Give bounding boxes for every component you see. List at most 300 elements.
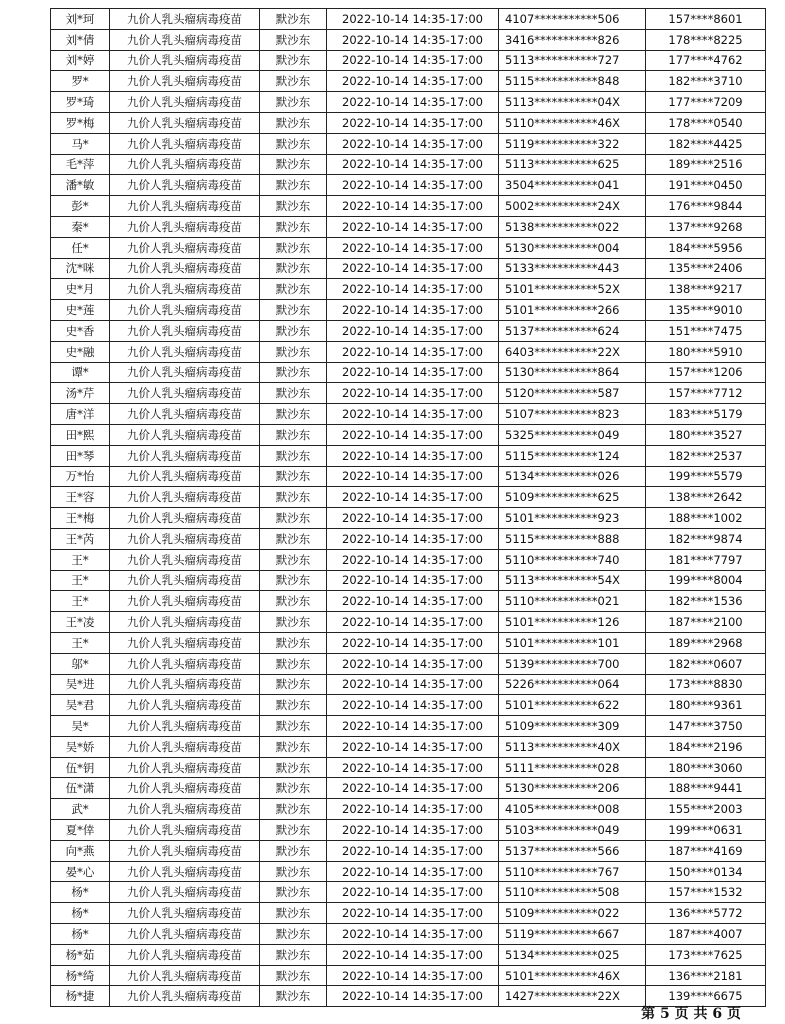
- phone-cell: 183****5179: [646, 404, 766, 425]
- name-cell: 吴*进: [51, 674, 110, 695]
- name-cell: 王*: [51, 632, 110, 653]
- manufacturer-cell: 默沙东: [260, 9, 327, 30]
- table-row: [51, 92, 766, 113]
- phone-cell: 180****3527: [646, 424, 766, 445]
- phone-cell: 180****5910: [646, 341, 766, 362]
- vaccine-cell: 九价人乳头瘤病毒疫苗: [110, 591, 260, 612]
- vaccine-cell: 九价人乳头瘤病毒疫苗: [110, 799, 260, 820]
- table-row: [51, 528, 766, 549]
- id-number-cell: 5002***********24X: [499, 196, 646, 217]
- name-cell: 任*: [51, 237, 110, 258]
- appointment-time-cell: 2022-10-14 14:35-17:00: [327, 29, 499, 50]
- vaccine-cell: 九价人乳头瘤病毒疫苗: [110, 341, 260, 362]
- phone-cell: 180****9361: [646, 695, 766, 716]
- id-number-cell: 5109***********625: [499, 487, 646, 508]
- table-row: [51, 320, 766, 341]
- id-number-cell: 5130***********206: [499, 778, 646, 799]
- table-row: [51, 653, 766, 674]
- name-cell: 王*梅: [51, 508, 110, 529]
- appointment-time-cell: 2022-10-14 14:35-17:00: [327, 591, 499, 612]
- vaccine-cell: 九价人乳头瘤病毒疫苗: [110, 300, 260, 321]
- vaccine-cell: 九价人乳头瘤病毒疫苗: [110, 424, 260, 445]
- manufacturer-cell: 默沙东: [260, 487, 327, 508]
- table-row: [51, 175, 766, 196]
- manufacturer-cell: 默沙东: [260, 570, 327, 591]
- id-number-cell: 5109***********022: [499, 903, 646, 924]
- id-number-cell: 5113***********54X: [499, 570, 646, 591]
- id-number-cell: 4105***********008: [499, 799, 646, 820]
- id-number-cell: 5110***********508: [499, 882, 646, 903]
- id-number-cell: 4107***********506: [499, 9, 646, 30]
- vaccine-cell: 九价人乳头瘤病毒疫苗: [110, 903, 260, 924]
- id-number-cell: 5110***********021: [499, 591, 646, 612]
- appointment-time-cell: 2022-10-14 14:35-17:00: [327, 528, 499, 549]
- vaccine-cell: 九价人乳头瘤病毒疫苗: [110, 362, 260, 383]
- vaccine-cell: 九价人乳头瘤病毒疫苗: [110, 112, 260, 133]
- appointment-time-cell: 2022-10-14 14:35-17:00: [327, 92, 499, 113]
- name-cell: 刘*珂: [51, 9, 110, 30]
- name-cell: 向*燕: [51, 840, 110, 861]
- id-number-cell: 5138***********022: [499, 216, 646, 237]
- manufacturer-cell: 默沙东: [260, 924, 327, 945]
- name-cell: 吴*: [51, 716, 110, 737]
- manufacturer-cell: 默沙东: [260, 612, 327, 633]
- vaccine-cell: 九价人乳头瘤病毒疫苗: [110, 674, 260, 695]
- vaccine-cell: 九价人乳头瘤病毒疫苗: [110, 320, 260, 341]
- manufacturer-cell: 默沙东: [260, 320, 327, 341]
- name-cell: 罗*梅: [51, 112, 110, 133]
- id-number-cell: 5226***********064: [499, 674, 646, 695]
- vaccine-cell: 九价人乳头瘤病毒疫苗: [110, 279, 260, 300]
- manufacturer-cell: 默沙东: [260, 549, 327, 570]
- id-number-cell: 5139***********700: [499, 653, 646, 674]
- table-row: [51, 300, 766, 321]
- id-number-cell: 5107***********823: [499, 404, 646, 425]
- manufacturer-cell: 默沙东: [260, 903, 327, 924]
- vaccine-cell: 九价人乳头瘤病毒疫苗: [110, 175, 260, 196]
- phone-cell: 182****2537: [646, 445, 766, 466]
- table-row: [51, 820, 766, 841]
- name-cell: 谭*: [51, 362, 110, 383]
- name-cell: 马*: [51, 133, 110, 154]
- table-row: [51, 71, 766, 92]
- phone-cell: 151****7475: [646, 320, 766, 341]
- id-number-cell: 5130***********004: [499, 237, 646, 258]
- vaccine-cell: 九价人乳头瘤病毒疫苗: [110, 965, 260, 986]
- vaccine-cell: 九价人乳头瘤病毒疫苗: [110, 716, 260, 737]
- vaccine-cell: 九价人乳头瘤病毒疫苗: [110, 778, 260, 799]
- appointment-time-cell: 2022-10-14 14:35-17:00: [327, 424, 499, 445]
- manufacturer-cell: 默沙东: [260, 799, 327, 820]
- vaccine-cell: 九价人乳头瘤病毒疫苗: [110, 840, 260, 861]
- phone-cell: 182****4425: [646, 133, 766, 154]
- name-cell: 邬*: [51, 653, 110, 674]
- table-row: [51, 861, 766, 882]
- id-number-cell: 5134***********025: [499, 944, 646, 965]
- table-row: [51, 29, 766, 50]
- table-row: [51, 965, 766, 986]
- appointment-time-cell: 2022-10-14 14:35-17:00: [327, 508, 499, 529]
- manufacturer-cell: 默沙东: [260, 653, 327, 674]
- appointment-time-cell: 2022-10-14 14:35-17:00: [327, 50, 499, 71]
- table-row: [51, 154, 766, 175]
- appointment-time-cell: 2022-10-14 14:35-17:00: [327, 279, 499, 300]
- id-number-cell: 6403***********22X: [499, 341, 646, 362]
- id-number-cell: 5134***********026: [499, 466, 646, 487]
- manufacturer-cell: 默沙东: [260, 986, 327, 1007]
- appointment-time-cell: 2022-10-14 14:35-17:00: [327, 71, 499, 92]
- table-row: [51, 695, 766, 716]
- manufacturer-cell: 默沙东: [260, 695, 327, 716]
- vaccine-cell: 九价人乳头瘤病毒疫苗: [110, 528, 260, 549]
- appointment-time-cell: 2022-10-14 14:35-17:00: [327, 570, 499, 591]
- vaccine-cell: 九价人乳头瘤病毒疫苗: [110, 508, 260, 529]
- table-row: [51, 924, 766, 945]
- id-number-cell: 5101***********923: [499, 508, 646, 529]
- vaccine-cell: 九价人乳头瘤病毒疫苗: [110, 986, 260, 1007]
- appointment-time-cell: 2022-10-14 14:35-17:00: [327, 445, 499, 466]
- phone-cell: 187****2100: [646, 612, 766, 633]
- appointment-time-cell: 2022-10-14 14:35-17:00: [327, 653, 499, 674]
- table-row: [51, 549, 766, 570]
- vaccine-cell: 九价人乳头瘤病毒疫苗: [110, 154, 260, 175]
- appointment-time-cell: 2022-10-14 14:35-17:00: [327, 466, 499, 487]
- id-number-cell: 5111***********028: [499, 757, 646, 778]
- manufacturer-cell: 默沙东: [260, 820, 327, 841]
- table-row: [51, 591, 766, 612]
- appointment-time-cell: 2022-10-14 14:35-17:00: [327, 674, 499, 695]
- vaccine-cell: 九价人乳头瘤病毒疫苗: [110, 9, 260, 30]
- manufacturer-cell: 默沙东: [260, 341, 327, 362]
- appointment-time-cell: 2022-10-14 14:35-17:00: [327, 549, 499, 570]
- appointment-time-cell: 2022-10-14 14:35-17:00: [327, 341, 499, 362]
- appointment-time-cell: 2022-10-14 14:35-17:00: [327, 487, 499, 508]
- phone-cell: 136****2181: [646, 965, 766, 986]
- vaccine-cell: 九价人乳头瘤病毒疫苗: [110, 757, 260, 778]
- table-row: [51, 612, 766, 633]
- id-number-cell: 5137***********624: [499, 320, 646, 341]
- appointment-time-cell: 2022-10-14 14:35-17:00: [327, 300, 499, 321]
- table-row: [51, 632, 766, 653]
- manufacturer-cell: 默沙东: [260, 778, 327, 799]
- appointment-time-cell: 2022-10-14 14:35-17:00: [327, 404, 499, 425]
- vaccine-cell: 九价人乳头瘤病毒疫苗: [110, 820, 260, 841]
- phone-cell: 155****2003: [646, 799, 766, 820]
- appointment-time-cell: 2022-10-14 14:35-17:00: [327, 362, 499, 383]
- name-cell: 史*莲: [51, 300, 110, 321]
- appointment-time-cell: 2022-10-14 14:35-17:00: [327, 903, 499, 924]
- id-number-cell: 5101***********46X: [499, 965, 646, 986]
- manufacturer-cell: 默沙东: [260, 508, 327, 529]
- table-row: [51, 716, 766, 737]
- phone-cell: 150****0134: [646, 861, 766, 882]
- table-row: [51, 736, 766, 757]
- appointment-time-cell: 2022-10-14 14:35-17:00: [327, 112, 499, 133]
- appointment-time-cell: 2022-10-14 14:35-17:00: [327, 757, 499, 778]
- id-number-cell: 5137***********566: [499, 840, 646, 861]
- manufacturer-cell: 默沙东: [260, 466, 327, 487]
- phone-cell: 180****3060: [646, 757, 766, 778]
- name-cell: 王*: [51, 549, 110, 570]
- table-row: [51, 757, 766, 778]
- table-row: [51, 237, 766, 258]
- vaccine-cell: 九价人乳头瘤病毒疫苗: [110, 383, 260, 404]
- id-number-cell: 5115***********888: [499, 528, 646, 549]
- name-cell: 万*怡: [51, 466, 110, 487]
- manufacturer-cell: 默沙东: [260, 632, 327, 653]
- name-cell: 杨*茹: [51, 944, 110, 965]
- vaccine-cell: 九价人乳头瘤病毒疫苗: [110, 570, 260, 591]
- phone-cell: 173****7625: [646, 944, 766, 965]
- appointment-time-cell: 2022-10-14 14:35-17:00: [327, 799, 499, 820]
- appointment-time-cell: 2022-10-14 14:35-17:00: [327, 133, 499, 154]
- vaccine-cell: 九价人乳头瘤病毒疫苗: [110, 216, 260, 237]
- appointment-time-cell: 2022-10-14 14:35-17:00: [327, 9, 499, 30]
- name-cell: 汤*芹: [51, 383, 110, 404]
- vaccine-cell: 九价人乳头瘤病毒疫苗: [110, 924, 260, 945]
- name-cell: 晏*心: [51, 861, 110, 882]
- name-cell: 刘*婷: [51, 50, 110, 71]
- appointment-time-cell: 2022-10-14 14:35-17:00: [327, 820, 499, 841]
- id-number-cell: 5115***********848: [499, 71, 646, 92]
- phone-cell: 182****9874: [646, 528, 766, 549]
- vaccine-cell: 九价人乳头瘤病毒疫苗: [110, 466, 260, 487]
- manufacturer-cell: 默沙东: [260, 50, 327, 71]
- vaccine-cell: 九价人乳头瘤病毒疫苗: [110, 549, 260, 570]
- vaccine-cell: 九价人乳头瘤病毒疫苗: [110, 695, 260, 716]
- appointment-time-cell: 2022-10-14 14:35-17:00: [327, 944, 499, 965]
- vaccine-cell: 九价人乳头瘤病毒疫苗: [110, 445, 260, 466]
- manufacturer-cell: 默沙东: [260, 757, 327, 778]
- id-number-cell: 5110***********740: [499, 549, 646, 570]
- name-cell: 毛*萍: [51, 154, 110, 175]
- phone-cell: 199****0631: [646, 820, 766, 841]
- appointment-time-cell: 2022-10-14 14:35-17:00: [327, 383, 499, 404]
- id-number-cell: 5133***********443: [499, 258, 646, 279]
- table-row: [51, 279, 766, 300]
- manufacturer-cell: 默沙东: [260, 133, 327, 154]
- name-cell: 武*: [51, 799, 110, 820]
- name-cell: 史*融: [51, 341, 110, 362]
- phone-cell: 191****0450: [646, 175, 766, 196]
- appointment-time-cell: 2022-10-14 14:35-17:00: [327, 154, 499, 175]
- phone-cell: 173****8830: [646, 674, 766, 695]
- id-number-cell: 5103***********049: [499, 820, 646, 841]
- manufacturer-cell: 默沙东: [260, 300, 327, 321]
- name-cell: 杨*: [51, 903, 110, 924]
- manufacturer-cell: 默沙东: [260, 882, 327, 903]
- vaccine-cell: 九价人乳头瘤病毒疫苗: [110, 133, 260, 154]
- phone-cell: 189****2516: [646, 154, 766, 175]
- phone-cell: 157****7712: [646, 383, 766, 404]
- manufacturer-cell: 默沙东: [260, 92, 327, 113]
- name-cell: 夏*倖: [51, 820, 110, 841]
- name-cell: 潘*敏: [51, 175, 110, 196]
- name-cell: 刘*倩: [51, 29, 110, 50]
- table-row: [51, 799, 766, 820]
- id-number-cell: 5101***********101: [499, 632, 646, 653]
- appointment-time-cell: 2022-10-14 14:35-17:00: [327, 840, 499, 861]
- phone-cell: 147****3750: [646, 716, 766, 737]
- table-row: [51, 216, 766, 237]
- manufacturer-cell: 默沙东: [260, 840, 327, 861]
- manufacturer-cell: 默沙东: [260, 861, 327, 882]
- vaccine-cell: 九价人乳头瘤病毒疫苗: [110, 29, 260, 50]
- phone-cell: 176****9844: [646, 196, 766, 217]
- vaccine-cell: 九价人乳头瘤病毒疫苗: [110, 258, 260, 279]
- id-number-cell: 5113***********40X: [499, 736, 646, 757]
- name-cell: 杨*绮: [51, 965, 110, 986]
- page-number: 第 5 页 共 6 页: [641, 1006, 741, 1022]
- vaccine-cell: 九价人乳头瘤病毒疫苗: [110, 404, 260, 425]
- phone-cell: 184****2196: [646, 736, 766, 757]
- phone-cell: 157****1532: [646, 882, 766, 903]
- vaccine-cell: 九价人乳头瘤病毒疫苗: [110, 487, 260, 508]
- vaccine-cell: 九价人乳头瘤病毒疫苗: [110, 632, 260, 653]
- vaccine-cell: 九价人乳头瘤病毒疫苗: [110, 92, 260, 113]
- manufacturer-cell: 默沙东: [260, 154, 327, 175]
- phone-cell: 187****4007: [646, 924, 766, 945]
- appointment-time-cell: 2022-10-14 14:35-17:00: [327, 861, 499, 882]
- manufacturer-cell: 默沙东: [260, 716, 327, 737]
- manufacturer-cell: 默沙东: [260, 965, 327, 986]
- name-cell: 杨*: [51, 924, 110, 945]
- name-cell: 杨*: [51, 882, 110, 903]
- phone-cell: 157****8601: [646, 9, 766, 30]
- appointment-time-cell: 2022-10-14 14:35-17:00: [327, 216, 499, 237]
- table-row: [51, 404, 766, 425]
- manufacturer-cell: 默沙东: [260, 736, 327, 757]
- name-cell: 罗*琦: [51, 92, 110, 113]
- phone-cell: 187****4169: [646, 840, 766, 861]
- name-cell: 唐*洋: [51, 404, 110, 425]
- manufacturer-cell: 默沙东: [260, 216, 327, 237]
- table-row: [51, 341, 766, 362]
- vaccine-cell: 九价人乳头瘤病毒疫苗: [110, 944, 260, 965]
- phone-cell: 138****9217: [646, 279, 766, 300]
- id-number-cell: 5101***********126: [499, 612, 646, 633]
- appointment-time-cell: 2022-10-14 14:35-17:00: [327, 632, 499, 653]
- appointment-time-cell: 2022-10-14 14:35-17:00: [327, 196, 499, 217]
- appointment-time-cell: 2022-10-14 14:35-17:00: [327, 695, 499, 716]
- phone-cell: 181****7797: [646, 549, 766, 570]
- id-number-cell: 3416***********826: [499, 29, 646, 50]
- appointment-time-cell: 2022-10-14 14:35-17:00: [327, 716, 499, 737]
- manufacturer-cell: 默沙东: [260, 237, 327, 258]
- id-number-cell: 5115***********124: [499, 445, 646, 466]
- phone-cell: 182****3710: [646, 71, 766, 92]
- id-number-cell: 5113***********625: [499, 154, 646, 175]
- id-number-cell: 5119***********322: [499, 133, 646, 154]
- manufacturer-cell: 默沙东: [260, 944, 327, 965]
- phone-cell: 177****4762: [646, 50, 766, 71]
- manufacturer-cell: 默沙东: [260, 383, 327, 404]
- name-cell: 吴*君: [51, 695, 110, 716]
- manufacturer-cell: 默沙东: [260, 674, 327, 695]
- appointment-time-cell: 2022-10-14 14:35-17:00: [327, 924, 499, 945]
- phone-cell: 157****1206: [646, 362, 766, 383]
- appointment-time-cell: 2022-10-14 14:35-17:00: [327, 237, 499, 258]
- table-row: [51, 840, 766, 861]
- manufacturer-cell: 默沙东: [260, 29, 327, 50]
- table-row: [51, 258, 766, 279]
- table-row: [51, 903, 766, 924]
- manufacturer-cell: 默沙东: [260, 424, 327, 445]
- table-row: [51, 778, 766, 799]
- table-row: [51, 383, 766, 404]
- table-row: [51, 487, 766, 508]
- phone-cell: 188****9441: [646, 778, 766, 799]
- id-number-cell: 5119***********667: [499, 924, 646, 945]
- table-row: [51, 944, 766, 965]
- vaccine-cell: 九价人乳头瘤病毒疫苗: [110, 736, 260, 757]
- phone-cell: 199****8004: [646, 570, 766, 591]
- name-cell: 杨*捷: [51, 986, 110, 1007]
- table-row: [51, 445, 766, 466]
- id-number-cell: 5130***********864: [499, 362, 646, 383]
- vaccine-cell: 九价人乳头瘤病毒疫苗: [110, 612, 260, 633]
- vaccine-cell: 九价人乳头瘤病毒疫苗: [110, 861, 260, 882]
- vaccine-cell: 九价人乳头瘤病毒疫苗: [110, 196, 260, 217]
- id-number-cell: 5101***********622: [499, 695, 646, 716]
- phone-cell: 182****1536: [646, 591, 766, 612]
- appointment-time-cell: 2022-10-14 14:35-17:00: [327, 986, 499, 1007]
- name-cell: 王*凌: [51, 612, 110, 633]
- table-row: [51, 50, 766, 71]
- id-number-cell: 3504***********041: [499, 175, 646, 196]
- name-cell: 王*芮: [51, 528, 110, 549]
- manufacturer-cell: 默沙东: [260, 445, 327, 466]
- appointment-table-body: [51, 9, 766, 1007]
- id-number-cell: 5120***********587: [499, 383, 646, 404]
- id-number-cell: 5113***********04X: [499, 92, 646, 113]
- id-number-cell: 5101***********52X: [499, 279, 646, 300]
- table-row: [51, 9, 766, 30]
- phone-cell: 137****9268: [646, 216, 766, 237]
- table-row: [51, 882, 766, 903]
- appointment-time-cell: 2022-10-14 14:35-17:00: [327, 882, 499, 903]
- vaccine-cell: 九价人乳头瘤病毒疫苗: [110, 71, 260, 92]
- phone-cell: 188****1002: [646, 508, 766, 529]
- phone-cell: 139****6675: [646, 986, 766, 1007]
- manufacturer-cell: 默沙东: [260, 528, 327, 549]
- name-cell: 罗*: [51, 71, 110, 92]
- appointment-time-cell: 2022-10-14 14:35-17:00: [327, 612, 499, 633]
- table-row: [51, 570, 766, 591]
- manufacturer-cell: 默沙东: [260, 71, 327, 92]
- name-cell: 秦*: [51, 216, 110, 237]
- id-number-cell: 5110***********46X: [499, 112, 646, 133]
- appointment-time-cell: 2022-10-14 14:35-17:00: [327, 736, 499, 757]
- phone-cell: 189****2968: [646, 632, 766, 653]
- appointment-time-cell: 2022-10-14 14:35-17:00: [327, 320, 499, 341]
- manufacturer-cell: 默沙东: [260, 196, 327, 217]
- table-row: [51, 362, 766, 383]
- phone-cell: 135****9010: [646, 300, 766, 321]
- table-row: [51, 133, 766, 154]
- manufacturer-cell: 默沙东: [260, 279, 327, 300]
- phone-cell: 138****2642: [646, 487, 766, 508]
- table-row: [51, 674, 766, 695]
- table-row: [51, 466, 766, 487]
- name-cell: 伍*潇: [51, 778, 110, 799]
- phone-cell: 136****5772: [646, 903, 766, 924]
- phone-cell: 184****5956: [646, 237, 766, 258]
- manufacturer-cell: 默沙东: [260, 175, 327, 196]
- phone-cell: 135****2406: [646, 258, 766, 279]
- appointment-time-cell: 2022-10-14 14:35-17:00: [327, 258, 499, 279]
- table-row: [51, 112, 766, 133]
